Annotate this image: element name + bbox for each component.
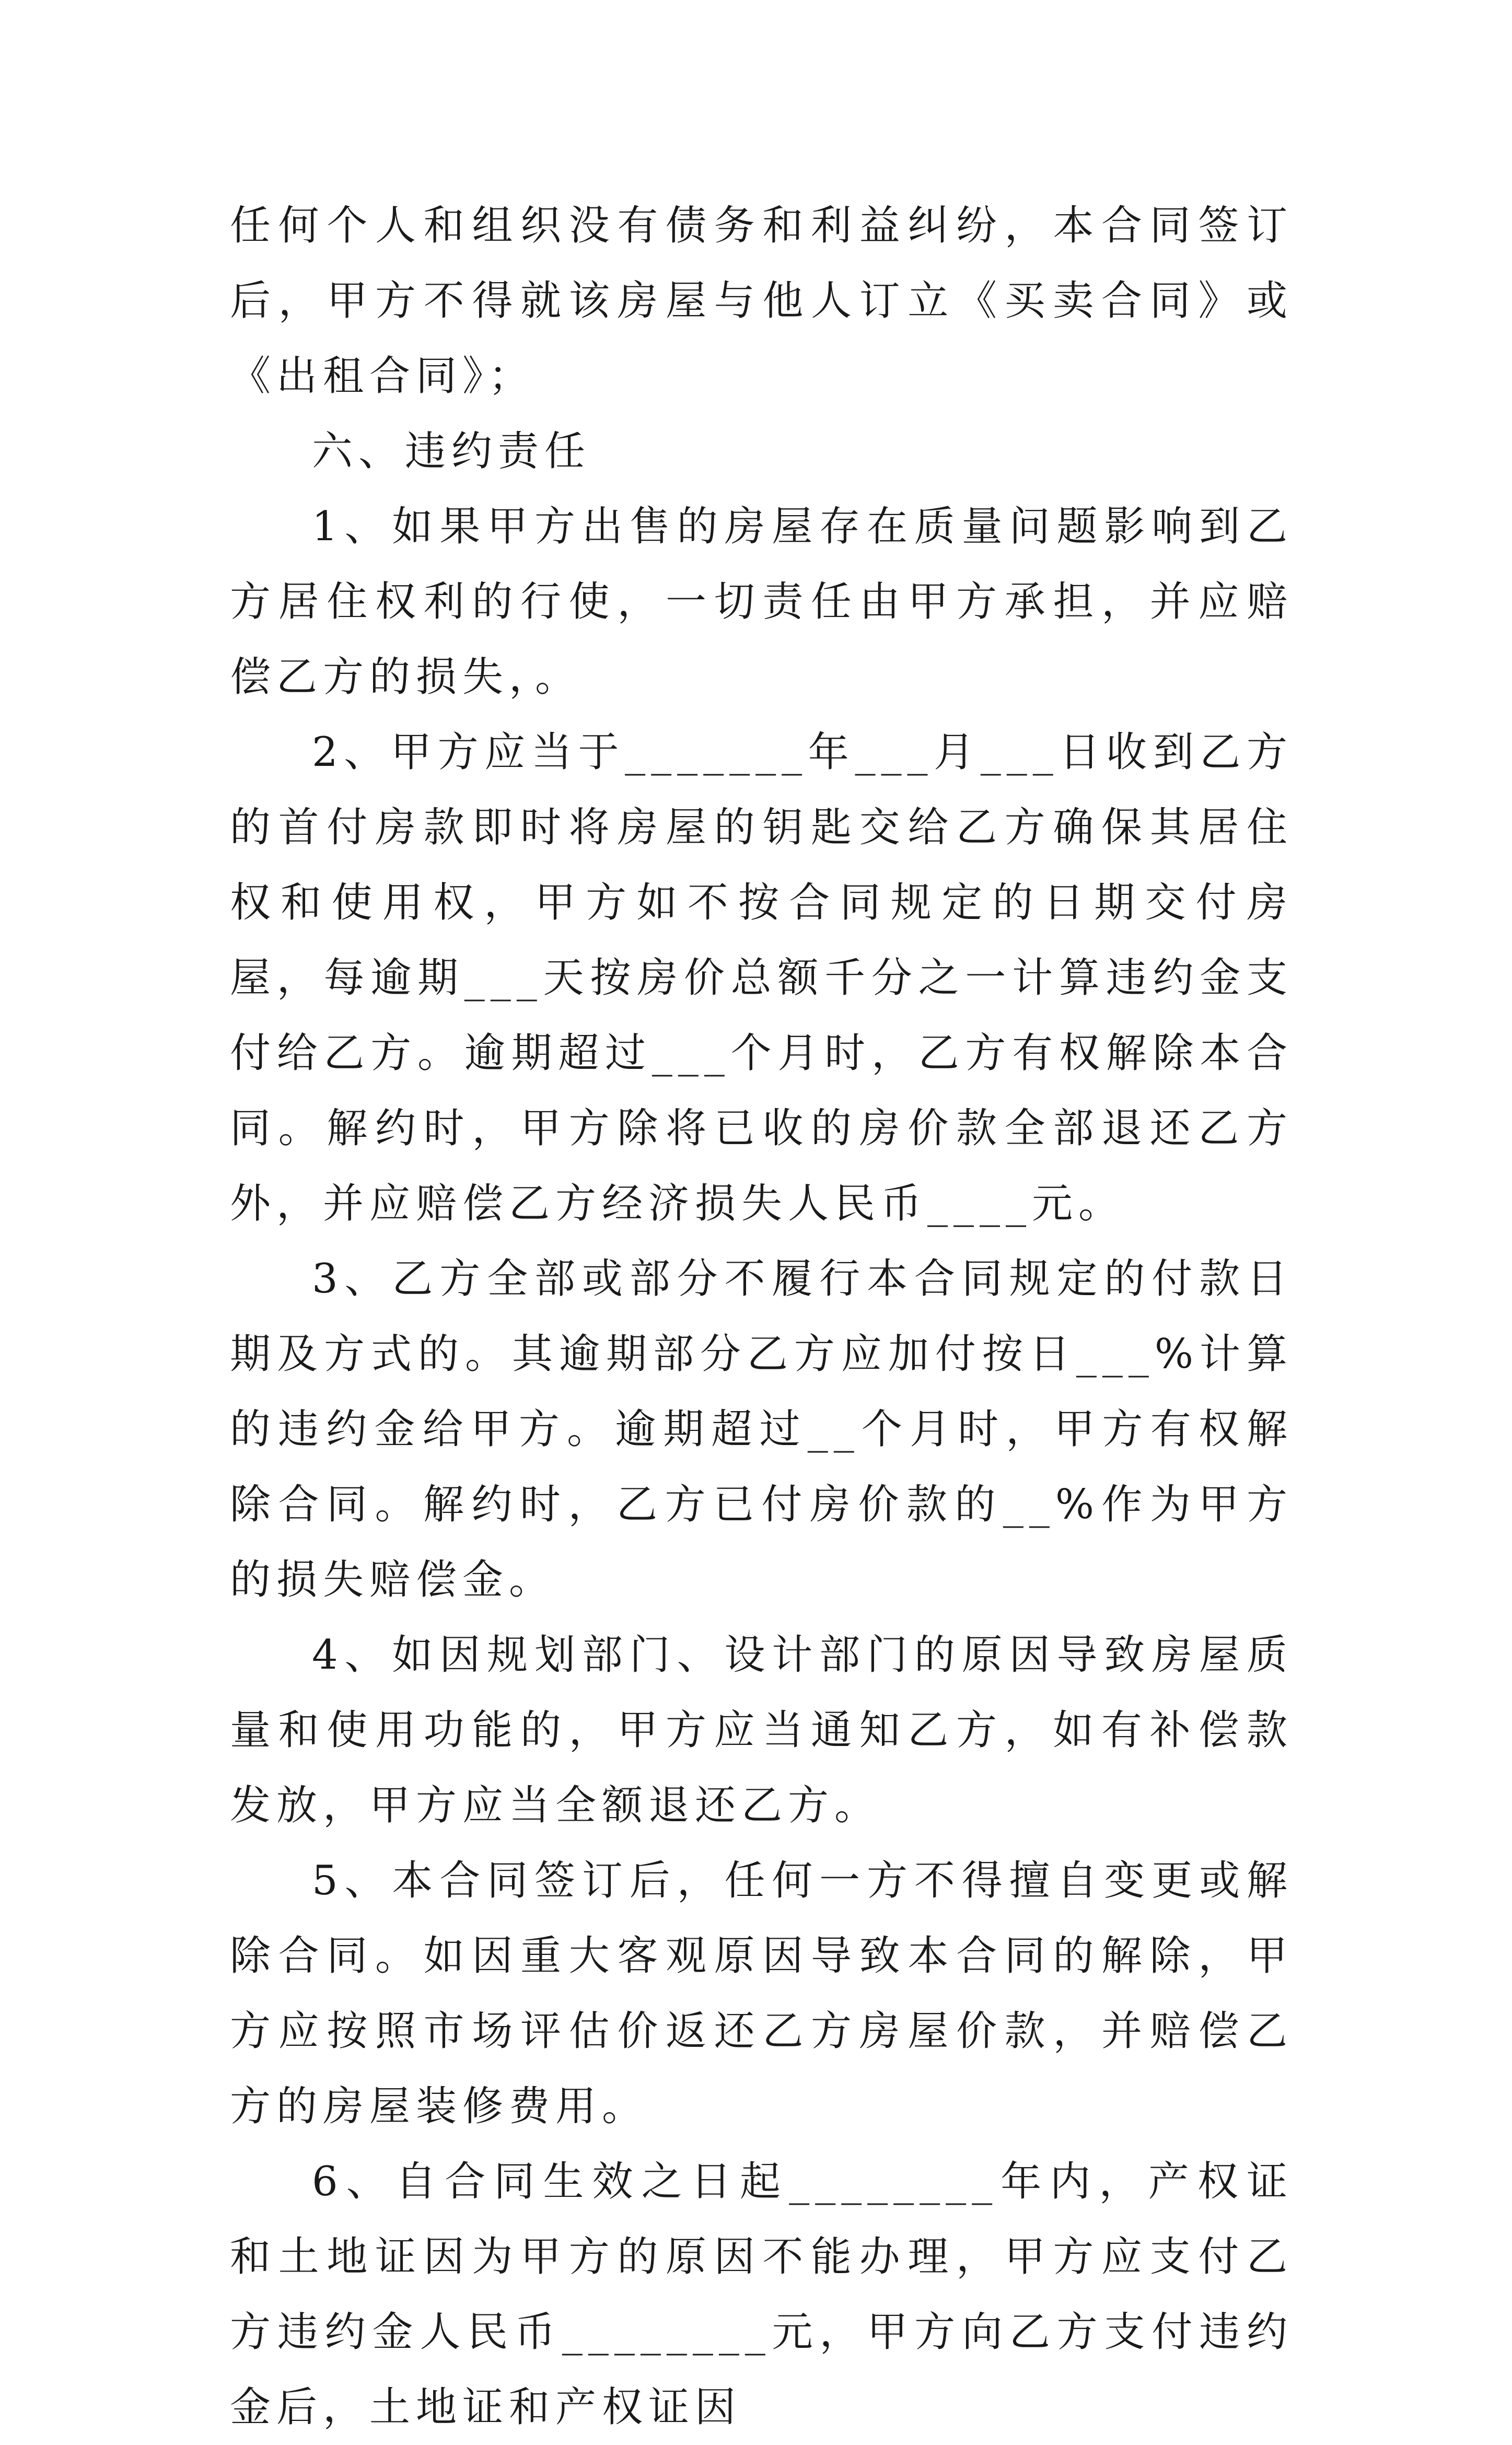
- clause-3: 3、乙方全部或部分不履行本合同规定的付款日期及方式的。其逾期部分乙方应加付按日___%计算的违约金给甲方。逾期超过__个月时，甲方有权解除合同。解约时，乙方已付房价款的__%作为甲方的损失赔偿金。: [230, 1255, 1293, 1603]
- clause-6: 6、自合同生效之日起________年内，产权证和土地证因为甲方的原因不能办理，甲方应支付乙方违约金人民币________元，甲方向乙方支付违约金后，土地证和产权证因: [230, 2158, 1293, 2431]
- clause-1: 1、如果甲方出售的房屋存在质量问题影响到乙方居住权利的行使，一切责任由甲方承担，并应赔偿乙方的损失，。: [230, 503, 1293, 701]
- clause-4: 4、如因规划部门、设计部门的原因导致房屋质量和使用功能的，甲方应当通知乙方，如有补偿款发放，甲方应当全额退还乙方。: [230, 1632, 1293, 1829]
- paragraph-continuation: 任何个人和组织没有债务和利益纠纷，本合同签订后，甲方不得就该房屋与他人订立《买卖合同》或《出租合同》；: [230, 202, 1293, 400]
- document-body: [230, 188, 1293, 2445]
- clause-5: 5、本合同签订后，任何一方不得擅自变更或解除合同。如因重大客观原因导致本合同的解除，甲方应按照市场评估价返还乙方房屋价款，并赔偿乙方的房屋装修费用。: [230, 1857, 1293, 2130]
- section-heading-breach-liability: 六、违约责任: [312, 428, 591, 475]
- clause-2: 2、甲方应当于_______年___月___日收到乙方的首付房款即时将房屋的钥匙交给乙方确保其居住权和使用权，甲方如不按合同规定的日期交付房屋，每逾期___天按房价总额千分之一计算违约金支付给乙方。逾期超过___个月时，乙方有权解除本合同。解约时，甲方除将已收的房价款全部退还乙方外，并应赔偿乙方经济损失人民币____元。: [230, 729, 1293, 1227]
